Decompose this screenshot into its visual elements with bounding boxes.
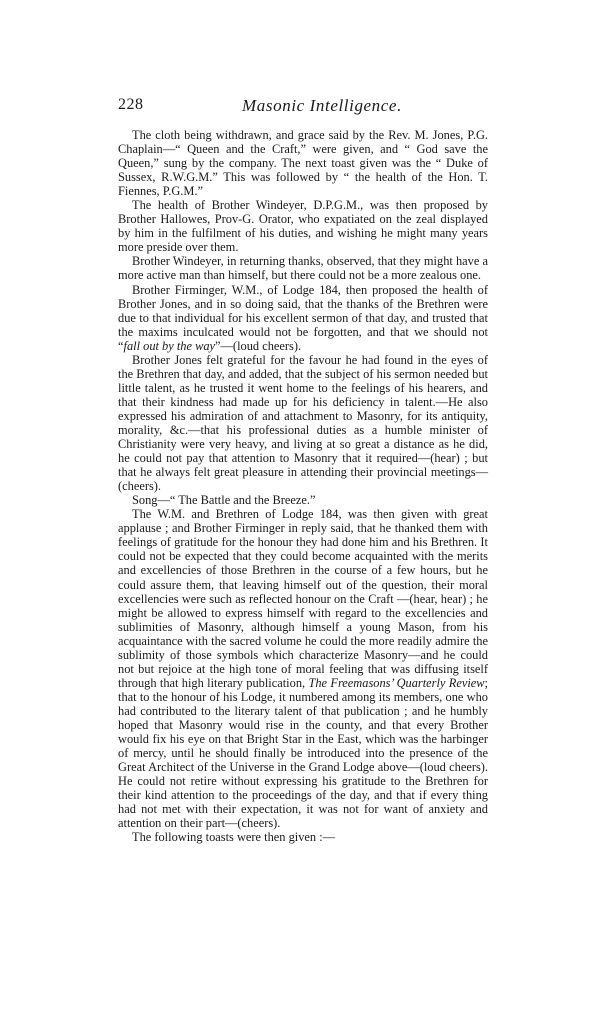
text-run: Brother Firminger, W.M., of Lodge 184, then proposed the health of Brother Jones, and in so doing said, that the thanks of the Brethren were due to that individual for his excellent sermon of that day, and trusted that the maxims inculcated would not be forgotten, and that we should not “: [118, 282, 488, 353]
paragraph-jones-reply: Brother Jones felt grateful for the favour he had found in the eyes of the Brethren that day, and added, that the subject of his sermon needed but little talent, as he trusted it went home to the feelings of his hearers, and that their kindness had made up for his deficiency in talent.—He also expressed his admiration of and attachment to Masonry, for its antiquity, morality, &c.—that his professional duties as a humble minister of Christianity were very heavy, and living at so great a distance as he did, he could not pay that attention to Masonry that it required—(hear) ; but that he always felt great pleasure in attending their provincial meetings—(cheers).: [118, 352, 488, 494]
text-run: ; that to the honour of his Lodge, it numbered among its members, one who had contributed to the literary talent of that publication ; and he humbly hoped that Masonry would rise in the county, and that every Brother would fix his eye on that Bright Star in the East, which was the harbinger of mercy, until he should finally be introduced into the presence of the Great Architect of the Universe in the Grand Lodge above—(loud cheers). He could not retire without expressing his gratitude to the Brethren for their kind attention to the proceedings of the day, and that if every thing had not met with their expectation, it was not for want of anxiety and attention on their part—(cheers).: [118, 675, 488, 831]
body-text: [118, 128, 488, 844]
page-number: 228: [118, 96, 144, 113]
text-run: ”—(loud cheers).: [215, 338, 302, 353]
paragraph-firminger-proposal: [118, 283, 488, 353]
paragraph-windeyer-health: The health of Brother Windeyer, D.P.G.M., was then proposed by Brother Hallowes, Prov-G. Orator, who expatiated on the zeal displayed by him in the fulfilment of his duties, and wishing he might many years more preside over them.: [118, 198, 488, 255]
running-title: Masonic Intelligence.: [242, 96, 402, 115]
paragraph-song: Song—“ The Battle and the Breeze.”: [132, 493, 316, 508]
italic-phrase: fall out by the way: [123, 338, 216, 353]
paragraph-toasts-opening: The cloth being withdrawn, and grace said by the Rev. M. Jones, P.G. Chaplain—“ Queen and the Craft,” were given, and “ God save the Queen,” sung by the company. The next toast given was the “ Duke of Sussex, R.W.G.M.” This was followed by “ the health of the Hon. T. Fiennes, P.G.M.”: [118, 128, 488, 199]
paragraph-windeyer-thanks: Brother Windeyer, in returning thanks, observed, that they might have a more active man than himself, but there could not be a more zealous one.: [118, 254, 488, 283]
paragraph-lodge-184-reply: [118, 507, 488, 830]
paragraph-following-toasts: The following toasts were then given :—: [132, 830, 336, 845]
running-head: [118, 96, 486, 118]
text-run: The W.M. and Brethren of Lodge 184, was then given with great applause ; and Brother Firminger in reply said, that he thanked them with feelings of gratitude for the honour they had done him and his Brethren. It could not be expected that they could become acquainted with the merits and excellencies of those Brethren in the course of a few hours, but he could assure them, that leaving himself out of the question, their moral excellencies were such as reflected honour on the Craft —(hear, hear) ; he might be allowed to express himself with regard to the excellencies and sublimities of Masonry, although himself a young Mason, from his acquaintance with the sacred volume he could the more readily admire the sublimity of those symbols which characterize Masonry—and he could not but rejoice at the high tone of moral feeling that was diffusing itself through that high literary publication,: [118, 507, 488, 690]
italic-publication-title: The Freemasons’ Quarterly Review: [308, 675, 485, 690]
